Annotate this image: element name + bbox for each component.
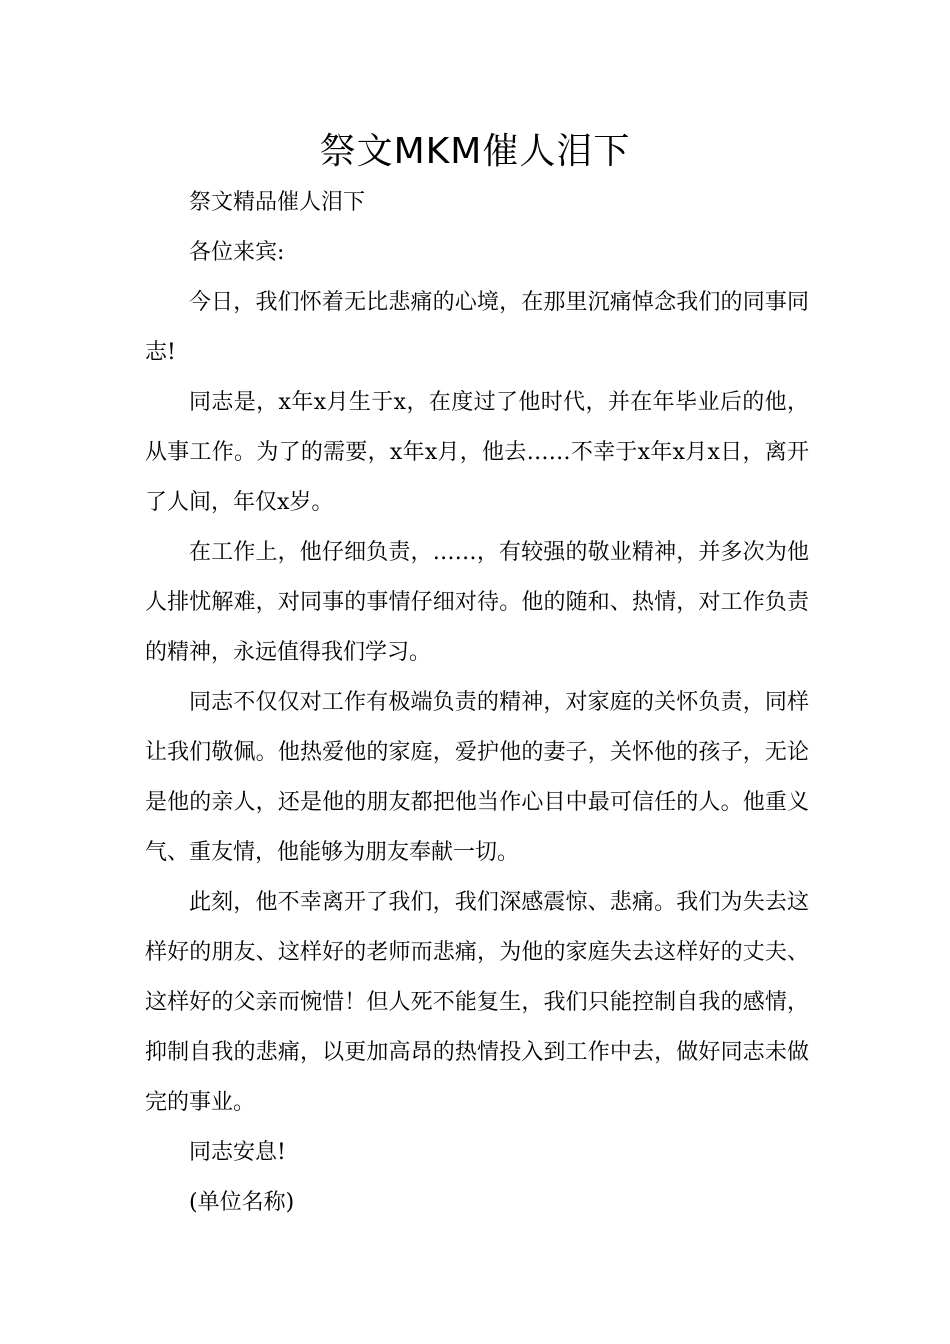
closing-line: 同志安息! bbox=[189, 1140, 286, 1165]
paragraph: 今日，我们怀着无比悲痛的心境，在那里沉痛悼念我们的同事同志! bbox=[145, 290, 809, 365]
subtitle-line: 祭文精品催人泪下 bbox=[189, 190, 366, 215]
salutation: 各位来宾: bbox=[189, 240, 285, 265]
paragraph: 此刻，他不幸离开了我们，我们深感震惊、悲痛。我们为失去这样好的朋友、这样好的老师而悲痛，为他的家庭失去这样好的丈夫、这样好的父亲而惋惜！但人死不能复生，我们只能控制自我的感情，抑制自我的悲痛，以更加高昂的热情投入到工作中去，做好同志未做完的事业。 bbox=[145, 890, 809, 1115]
paragraph: 在工作上，他仔细负责，……，有较强的敬业精神，并多次为他人排忧解难，对同事的事情仔细对待。他的随和、热情，对工作负责的精神，永远值得我们学习。 bbox=[145, 540, 809, 665]
document-title: 祭文MKM催人泪下 bbox=[319, 131, 631, 172]
document-body bbox=[145, 178, 809, 1228]
paragraph: 同志是，x年x月生于x，在度过了他时代，并在年毕业后的他，从事工作。为了的需要，x年x月，他去……不幸于x年x月x日，离开了人间，年仅x岁。 bbox=[145, 390, 809, 515]
signature-line: (单位名称) bbox=[189, 1190, 295, 1215]
paragraph: 同志不仅仅对工作有极端负责的精神，对家庭的关怀负责，同样让我们敬佩。他热爱他的家庭，爱护他的妻子，关怀他的孩子，无论是他的亲人，还是他的朋友都把他当作心目中最可信任的人。他重义气、重友情，他能够为朋友奉献一切。 bbox=[145, 690, 809, 865]
